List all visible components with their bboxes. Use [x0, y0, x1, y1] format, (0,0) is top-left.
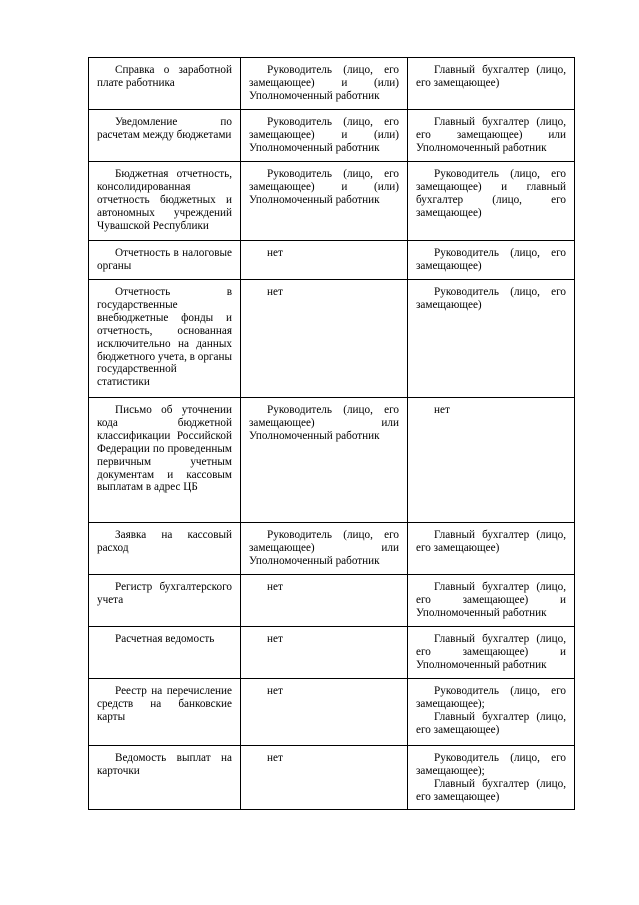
first-signer-cell	[241, 280, 408, 398]
first-signer-cell	[241, 523, 408, 575]
table-row	[89, 679, 575, 746]
first-signer-text: нет	[267, 286, 283, 298]
document-name: Отчетность в налоговые органы	[97, 247, 232, 272]
table-row	[89, 627, 575, 679]
second-signer-text: Главный бухгалтер (лицо, его замещающее) и Уполномоченный работник	[416, 633, 566, 671]
second-signer-text: Руководитель (лицо, его замещающее);	[416, 685, 566, 710]
document-name: Уведомление по расчетам между бюджетами	[97, 116, 232, 141]
first-signer-cell	[241, 110, 408, 162]
first-signer-cell	[241, 746, 408, 810]
second-signer-text: Главный бухгалтер (лицо, его замещающее)	[416, 64, 566, 89]
second-signer-text: Руководитель (лицо, его замещающее)	[416, 286, 566, 311]
first-signer-cell	[241, 398, 408, 523]
first-signer-text: нет	[267, 752, 283, 764]
document-name-cell	[89, 110, 241, 162]
first-signer-text: нет	[267, 685, 283, 697]
document-name: Заявка на кассовый расход	[97, 529, 232, 554]
second-signer-cell	[408, 241, 575, 280]
second-signer-cell	[408, 110, 575, 162]
table-row	[89, 110, 575, 162]
first-signer-text: Руководитель (лицо, его замещающее) и (или) Уполномоченный работник	[249, 116, 399, 154]
document-name: Письмо об уточнении кода бюджетной классификации Российской Федерации по проведенным первичным учетным документам и кассовым выплатам в адрес ЦБ	[97, 404, 232, 494]
document-name: Расчетная ведомость	[115, 633, 215, 645]
table-row	[89, 523, 575, 575]
document-name: Регистр бухгалтерского учета	[97, 581, 232, 606]
first-signer-cell	[241, 162, 408, 241]
first-signer-text: нет	[267, 247, 283, 259]
table-row	[89, 162, 575, 241]
second-signer-cell	[408, 679, 575, 746]
second-signer-text: нет	[434, 404, 450, 416]
document-name-cell	[89, 162, 241, 241]
signature-authority-table	[88, 57, 575, 810]
document-name-cell	[89, 523, 241, 575]
first-signer-text: Руководитель (лицо, его замещающее) и (или) Уполномоченный работник	[249, 168, 399, 206]
first-signer-cell	[241, 627, 408, 679]
document-name-cell	[89, 679, 241, 746]
first-signer-text: Руководитель (лицо, его замещающее) или Уполномоченный работник	[249, 529, 399, 567]
second-signer-text: Главный бухгалтер (лицо, его замещающее)	[416, 710, 566, 736]
document-name-cell	[89, 241, 241, 280]
document-name-cell	[89, 627, 241, 679]
second-signer-text: Главный бухгалтер (лицо, его замещающее)	[416, 777, 566, 803]
document-name: Ведомость выплат на карточки	[97, 752, 232, 777]
document-name: Реестр на перечисление средств на банковские карты	[97, 685, 232, 723]
table-row	[89, 280, 575, 398]
document-name: Бюджетная отчетность, консолидированная отчетность бюджетных и автономных учреждений Чувашской Республики	[97, 168, 232, 232]
first-signer-text: Руководитель (лицо, его замещающее) или Уполномоченный работник	[249, 404, 399, 442]
second-signer-text: Руководитель (лицо, его замещающее)	[416, 247, 566, 272]
first-signer-cell	[241, 679, 408, 746]
second-signer-cell	[408, 280, 575, 398]
second-signer-cell	[408, 746, 575, 810]
second-signer-cell	[408, 575, 575, 627]
second-signer-cell	[408, 162, 575, 241]
table-row	[89, 241, 575, 280]
document-name-cell	[89, 746, 241, 810]
document-name-cell	[89, 58, 241, 110]
document-name-cell	[89, 575, 241, 627]
second-signer-text: Руководитель (лицо, его замещающее) и главный бухгалтер (лицо, его замещающее)	[416, 168, 566, 219]
first-signer-text: нет	[267, 633, 283, 645]
second-signer-text: Руководитель (лицо, его замещающее);	[416, 752, 566, 777]
first-signer-text: Руководитель (лицо, его замещающее) и (или) Уполномоченный работник	[249, 64, 399, 102]
second-signer-cell	[408, 58, 575, 110]
table-row	[89, 575, 575, 627]
second-signer-text: Главный бухгалтер (лицо, его замещающее)	[416, 529, 566, 554]
document-name-cell	[89, 398, 241, 523]
first-signer-text: нет	[267, 581, 283, 593]
first-signer-cell	[241, 241, 408, 280]
second-signer-cell	[408, 627, 575, 679]
second-signer-text: Главный бухгалтер (лицо, его замещающее) и Уполномоченный работник	[416, 581, 566, 619]
document-name: Справка о заработной плате работника	[97, 64, 232, 89]
table-row	[89, 58, 575, 110]
document-name-cell	[89, 280, 241, 398]
first-signer-cell	[241, 58, 408, 110]
second-signer-cell	[408, 398, 575, 523]
first-signer-cell	[241, 575, 408, 627]
second-signer-cell	[408, 523, 575, 575]
document-name: Отчетность в государственные внебюджетные фонды и отчетность, основанная исключительно на данных бюджетного учета, в органы государственной статистики	[97, 286, 232, 389]
table-row	[89, 746, 575, 810]
second-signer-text: Главный бухгалтер (лицо, его замещающее) или Уполномоченный работник	[416, 116, 566, 154]
table-row	[89, 398, 575, 523]
